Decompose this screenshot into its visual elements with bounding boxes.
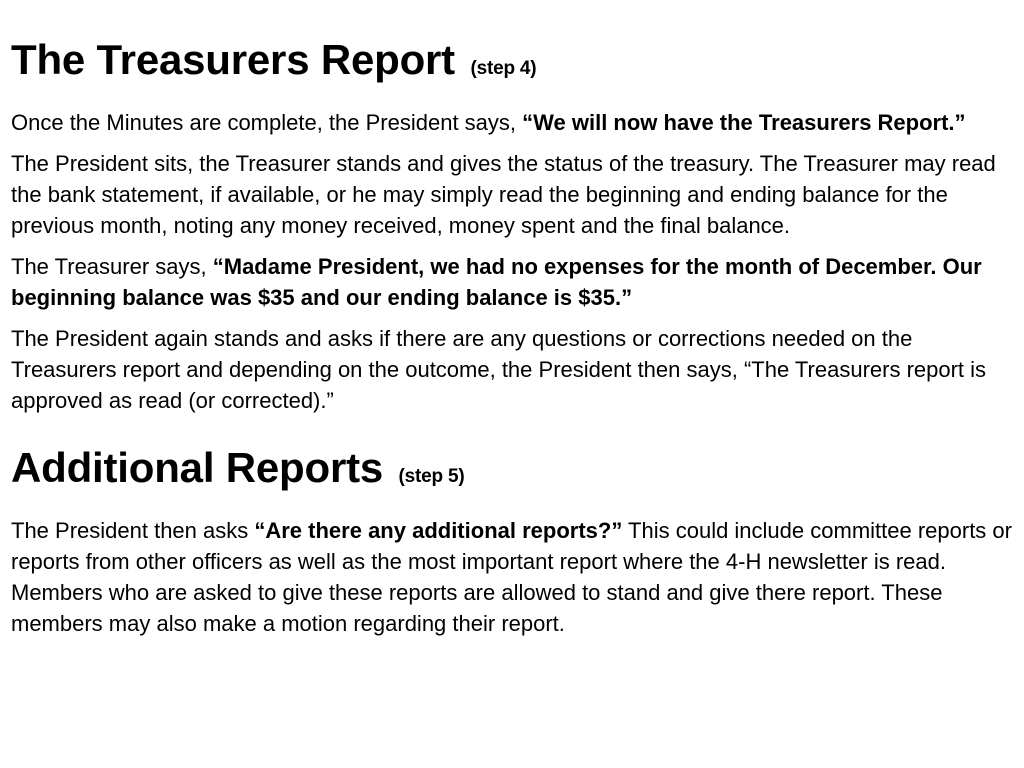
step-label: (step 5) <box>398 466 465 487</box>
paragraph-approval <box>11 323 1016 416</box>
paragraph-text: The President then asks <box>11 518 255 543</box>
paragraph-text: The Treasurer says, <box>11 254 213 279</box>
paragraph-treasurer-says <box>11 251 1016 313</box>
section-title-additional-reports <box>11 438 1016 507</box>
section-title-text: The Treasurers Report <box>11 36 455 83</box>
paragraph-text-rest: This could include committee reports or reports from other officers as well as the most important report where the 4-H newsletter is read. Members who are asked to give these reports are allowed to stand and give there report. These members may also make a motion regarding their report. <box>11 518 1012 636</box>
paragraph-minutes-complete <box>11 107 1016 138</box>
step-label: (step 4) <box>470 58 537 79</box>
treasurer-quote: “Madame President, we had no expenses for the month of December. Our beginning balance was $35 and our ending balance is $35.” <box>11 254 982 310</box>
president-quote: “We will now have the Treasurers Report.” <box>522 110 966 135</box>
paragraph-text: The President again stands and asks if there are any questions or corrections needed on the Treasurers report and depending on the outcome, the President then says, “The Treasurers report is approved as read (or corrected).” <box>11 326 987 413</box>
section-title-treasurers-report <box>11 30 1016 99</box>
paragraph-text: Once the Minutes are complete, the President says, <box>11 110 523 135</box>
paragraph-treasurer-status <box>11 148 1016 241</box>
paragraph-text: The President sits, the Treasurer stands and gives the status of the treasury. The Treasurer may read the bank statement, if available, or he may simply read the beginning and ending balance for the previous month, noting any money received, money spent and the final balance. <box>11 151 996 238</box>
paragraph-additional-reports <box>11 515 1016 639</box>
additional-reports-quote: “Are there any additional reports?” <box>254 518 623 543</box>
section-title-text: Additional Reports <box>11 444 384 491</box>
